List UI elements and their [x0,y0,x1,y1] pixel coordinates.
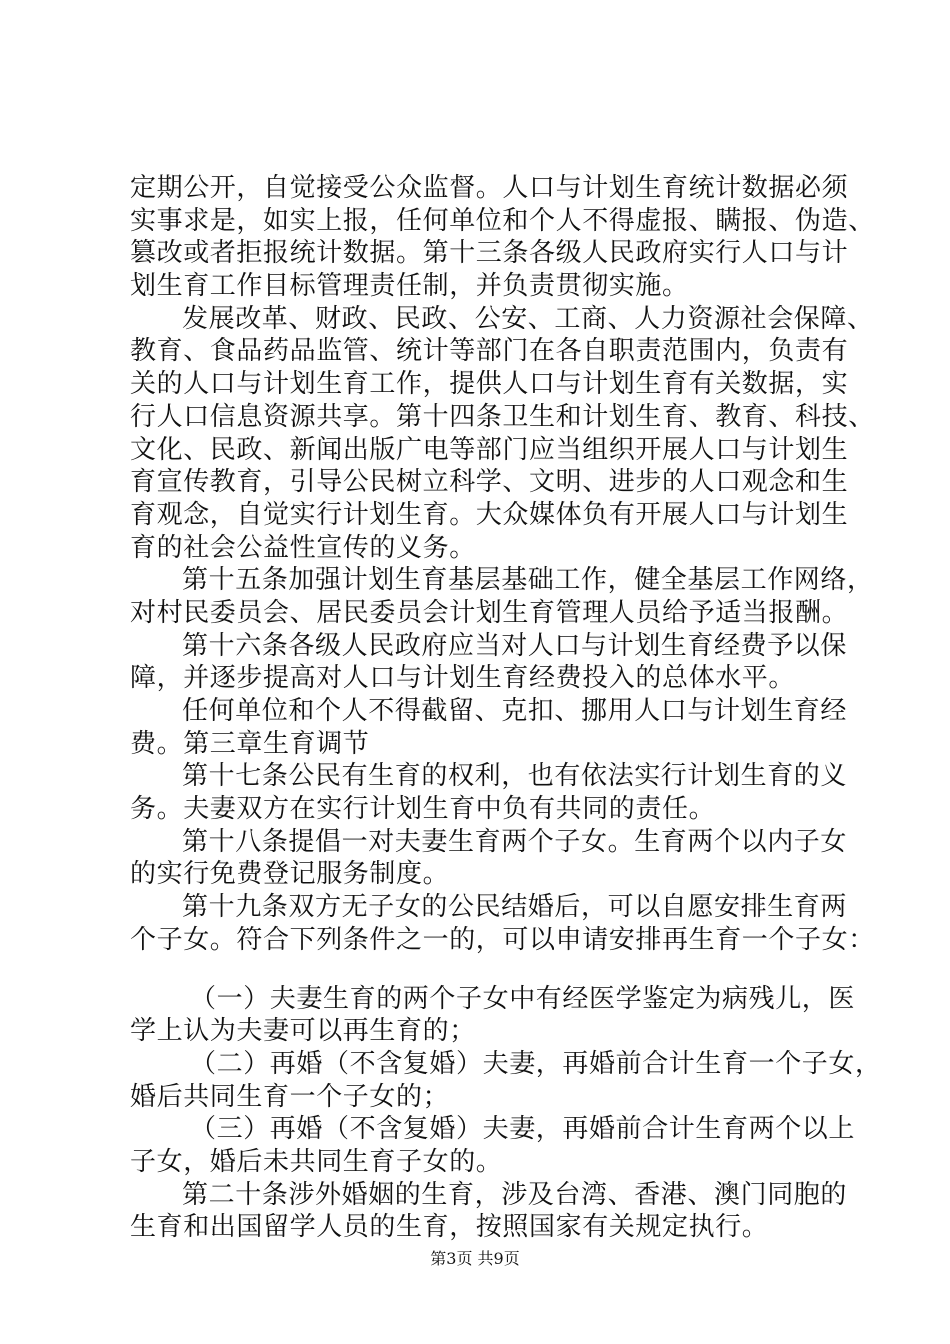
text-line: 第二十条涉外婚姻的生育，涉及台湾、香港、澳门同胞的 [182,1179,848,1210]
text-line: 婚后共同生育一个子女的； [130,1081,450,1112]
text-line: 第十九条双方无子女的公民结婚后，可以自愿安排生育两 [182,892,848,923]
text-line: 任何单位和个人不得截留、克扣、挪用人口与计划生育经 [182,696,848,726]
text-line: 费。第三章生育调节 [130,728,370,759]
text-line: 育宣传教育，引导公民树立科学、文明、进步的人口观念和生 [130,467,849,498]
text-line: 发展改革、财政、民政、公安、工商、人力资源社会保障、 [182,303,874,334]
text-line: （三）再婚（不含复婚）夫妻，再婚前合计生育两个以上 [190,1114,856,1145]
text-line: 子女，婚后未共同生育子女的。 [130,1146,503,1177]
text-line: 第十七条公民有生育的权利，也有依法实行计划生育的义 [182,761,848,792]
text-line: 教育、食品药品监管、统计等部门在各自职责范围内，负责有 [130,336,849,367]
text-line: （二）再婚（不含复婚）夫妻，再婚前合计生育一个子女， [190,1048,882,1079]
text-line: 个子女。符合下列条件之一的，可以申请安排再生育一个子女： [130,924,875,955]
text-line: 生育和出国留学人员的生育，按照国家有关规定执行。 [130,1212,769,1243]
text-line: 的实行免费登记服务制度。 [130,859,450,890]
text-line: 育观念，自觉实行计划生育。大众媒体负有开展人口与计划生 [130,499,849,530]
text-line: 障，并逐步提高对人口与计划生育经费投入的总体水平。 [130,663,796,694]
text-line: 篡改或者拒报统计数据。第十三条各级人民政府实行人口与计 [130,238,849,269]
text-line: 育的社会公益性宣传的义务。 [130,532,476,563]
text-line: （一）夫妻生育的两个子女中有经医学鉴定为病残儿，医 [190,983,856,1014]
text-line: 行人口信息资源共享。第十四条卫生和计划生育、教育、科技、 [130,401,875,432]
text-line: 对村民委员会、居民委员会计划生育管理人员给予适当报酬。 [130,597,849,628]
text-line: 学上认为夫妻可以再生育的； [130,1016,476,1047]
text-line: 第十八条提倡一对夫妻生育两个子女。生育两个以内子女 [182,826,848,857]
text-line: 第十六条各级人民政府应当对人口与计划生育经费予以保 [182,630,848,661]
text-line: 定期公开，自觉接受公众监督。人口与计划生育统计数据必须 [130,173,849,203]
document-body [130,172,882,1244]
text-line: 第十五条加强计划生育基层基础工作，健全基层工作网络， [182,565,874,596]
paragraph-gap [130,957,850,983]
text-line: 文化、民政、新闻出版广电等部门应当组织开展人口与计划生 [130,434,849,465]
text-line: 实事求是，如实上报，任何单位和个人不得虚报、瞒报、伪造、 [130,205,875,236]
text-line: 划生育工作目标管理责任制，并负责贯彻实施。 [130,271,689,302]
text-line: 务。夫妻双方在实行计划生育中负有共同的责任。 [130,794,716,825]
text-line: 关的人口与计划生育工作，提供人口与计划生育有关数据，实 [130,369,849,400]
page-number: 第3页 共9页 [430,1249,520,1268]
